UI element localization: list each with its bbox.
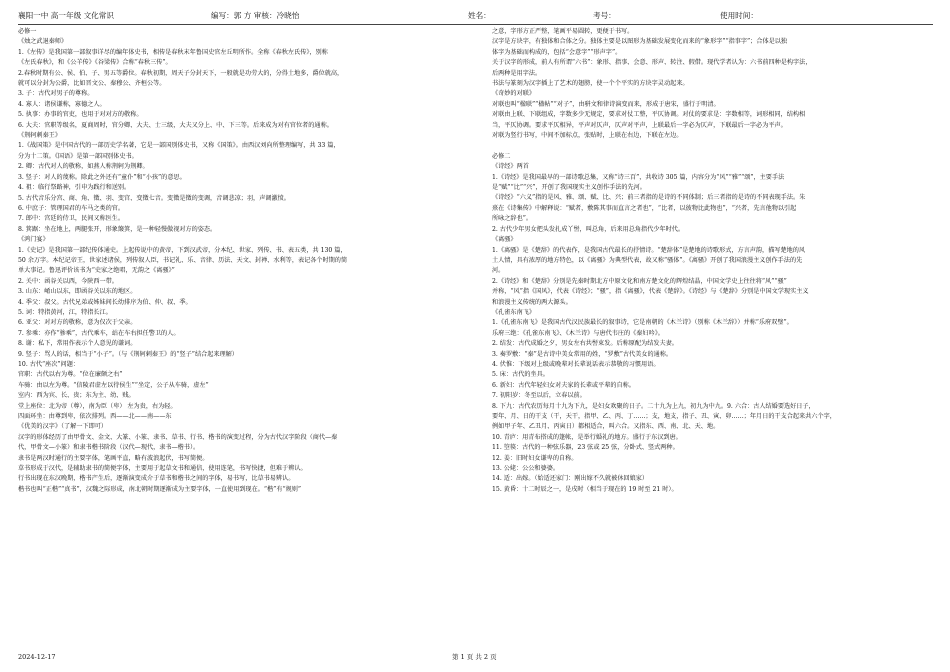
text-line: 《优美的汉字》（了解一下即可） (18, 423, 108, 431)
text-line: 体字为基础而构成的，包括“会意字”“形声字”。 (492, 48, 622, 56)
text-line: 2. 结发：古代成婚之夕，男女左右共髻束发。后称原配为结发夫妻。 (492, 340, 678, 348)
text-line: 1.《诗经》是我国最早的一部诗歌总集，又称“诗三百”，共收诗 305 篇，内容分为“风”“雅”“颂”，主要手法 (492, 173, 785, 181)
text-line: 5. 床：古代的坐具。 (492, 371, 549, 379)
text-line: 11. 箜篌：古代的一种弦乐器，23 弦或 25 弦，分卧式、竖式两种。 (492, 444, 679, 452)
text-line: 6. 大夫：官职等级名，夏商周时，官分卿、大夫、士三级，大夫又分上、中、下三等。后来成为对有官位者的通称。 (18, 121, 333, 129)
text-line: 7. 郎中：宫廷的侍卫，民间又称医生。 (18, 215, 125, 223)
text-line: 《烛之武退秦师》 (18, 38, 68, 46)
text-line: 4. 祖：临行祭路神，引申为践行和送别。 (18, 184, 131, 192)
time-label: 使用时间： (720, 11, 758, 20)
text-line: 10. 青庐：用青布搭成的篷帐，是举行婚礼的地方。盛行于东汉到唐。 (492, 433, 682, 441)
text-line: 四面环坐：由尊到卑，依次排列。西——北——南——东 (18, 413, 172, 421)
text-line: 4. 季父：叔父。古代兄弟或姊妹间长幼排序为伯、仲、叔、季。 (18, 298, 192, 306)
text-line: 《左氏春秋》，和《公羊传》《谷梁传》合称“春秋三传”。 (18, 59, 172, 67)
text-line: 8. 下九：古代农历每月十九为下九，是妇女欢聚的日子。二十九为上九，初九为中九。9. 六合：古人结婚要选好日子， (492, 402, 815, 410)
text-line: 2. 古代少年男女把头发扎成丫髻，叫总角，后来用总角指代少年时代。 (492, 225, 685, 233)
text-line: 4. 寡人：诸侯谦称，寡德之人。 (18, 100, 106, 108)
text-line: 土人情，具有浓厚的地方特色，以《离骚》为典型代表，故又称“骚体”。《离骚》开创了我国浪漫主义创作手法的先 (492, 256, 803, 264)
text-line: 7. 参乘：亦作“骖乘”，古代乘车，站在车右担任警卫的人。 (18, 329, 180, 337)
text-line: 6. 中庶子：管理国君的车马之类的官。 (18, 204, 125, 212)
text-line: 之意，字形方正严整，笔画平易圆转，更便于书写。 (492, 28, 634, 35)
text-line (492, 141, 934, 151)
text-line: 6. 新妇：古代年轻妇女对夫家的长辈或平辈的自称。 (492, 381, 635, 389)
page-number: 第 1 页 共 2 页 (452, 653, 497, 661)
text-line: 15. 黄昏：十二时辰之一，是戌时（相当于现在的 19 时至 21 时）。 (492, 485, 678, 493)
text-line: 对联由上联、下联组成，字数多少无规定，要求对仗工整，平仄协调。对仗的要求是：字数相等，词形相同，结构相 (492, 111, 806, 119)
text-line: 草书形成于汉代，是辅助隶书的简便字体，主要用于起草文书和通信，使用连笔，书写快捷，但难于辨认。 (18, 465, 307, 473)
left-column (18, 27, 460, 495)
text-line: 5. 词：特指黄河，江，特指长江。 (18, 308, 112, 316)
text-line: 9. 竖子：骂人的话，相当于“小子”。（与《荆轲刺秦王》的“竖子”结合起来理解） (18, 350, 238, 358)
text-line: 《孔雀东南飞》 (492, 308, 535, 316)
text-line: 5. 古代音乐分宫、商、角、徵、羽、变宫、变徵七音。变徵是徵的变调，音调悲凉；羽，声调激愤。 (18, 194, 290, 202)
text-line: 就可以分封为公爵，比如晋文公、秦穆公、齐桓公等。 (18, 80, 166, 88)
number-label: 考号： (593, 11, 616, 20)
text-line: 官职：古代以右为尊。“位在廉颇之右” (18, 371, 123, 379)
text-line: 室内：西为宾、长、贵；东为主、幼、贱。 (18, 392, 135, 400)
text-line: 对联为竖行书写，中间不加标点，张贴时，上联在右边，下联在左边。 (492, 132, 683, 140)
text-line: 楷书也叫“正楷”“真书”，汉魏之际形成，南北朝时期逐渐成为主要字体，一直使用到现在。“楷”有“规则” (18, 485, 302, 493)
text-line: 是“赋”“比”“兴”，开创了我国现实主义创作手法的先河。 (492, 184, 646, 192)
text-line: 《鸿门宴》 (18, 236, 49, 244)
text-line: 后两种是用字法。 (492, 69, 542, 77)
text-line: 和浪漫主义传统的两大源头。 (492, 298, 572, 306)
text-line: 所咏之辞也”。 (492, 215, 532, 223)
text-line: 2.《诗经》和《楚辞》分别是先秦时期北方中原文化和南方楚文化的辉煌结晶，中国文学史上往往将“风”“骚” (492, 277, 787, 285)
text-line: 代，甲骨文—小篆）和隶书楷书阶段（汉代—现代，隶书—楷书）。 (18, 444, 200, 452)
text-line: 7. 初阳岁：冬至以后，立春以前。 (492, 392, 586, 400)
text-line: 13. 公姥：公公和婆婆。 (492, 465, 559, 473)
text-line: 《奇妙的对联》 (492, 90, 535, 98)
name-label: 姓名： (468, 11, 491, 20)
text-line: 《离骚》 (492, 236, 517, 244)
text-line: 要年、月、日的干支（干，天干，指甲、乙、丙、丁……；支，地支，指子、丑、寅、卯……；年月日的干支合起来共六个字， (492, 413, 836, 421)
text-line: 2. 卿：古代对人的敬称，如燕人称荆轲为荆卿。 (18, 163, 149, 171)
text-line: 隶书是两汉时通行的主要字体，笔画平直，略有波浪起伏，书写简便。 (18, 454, 209, 462)
text-line: 1.《战国策》是中国古代的一部历史学名著，它是一部国别体史书，又称《国策》。由西汉刘向所整理编写，共 33 篇， (18, 142, 340, 150)
text-line: 1.《左传》是我国第一部叙事详尽的编年体史书，相传是春秋末年鲁国史官左丘明所作。全称《春秋左氏传》，别称 (18, 48, 328, 56)
text-line: 乐府三绝：《孔雀东南飞》、《木兰诗》与唐代韦庄的《秦妇吟》。 (492, 329, 664, 337)
text-line: 《诗经》“六义”指的是风、雅、颂、赋、比、兴；前三者指的是诗的不同体制；后三者指的是诗的不同表现手法。朱 (492, 194, 806, 202)
text-line: 3. 子：古代对男子的尊称。 (18, 90, 94, 98)
text-line: 5. 执事：办事的官吏，也用于对对方的敬称。 (18, 111, 143, 119)
text-line: 《诗经》两首 (492, 163, 529, 171)
text-line: 6. 亚父：对对方的敬称，意为仅次于父亲。 (18, 319, 137, 327)
text-line: 2. 关中：函谷关以西，今陕西一带。 (18, 277, 118, 285)
text-line: 必修二 (492, 152, 511, 160)
print-date: 2024-12-17 (18, 653, 56, 661)
text-line: 4. 伏惟：下级对上级或晚辈对长辈说话表示恭敬的习惯用语。 (492, 360, 660, 368)
page-header (18, 8, 933, 25)
text-line: 并称，“风”指《国风》，代表《诗经》；“骚”，指《离骚》，代表《楚辞》。《诗经》与《楚辞》分别是中国文学现实主义 (492, 288, 809, 296)
authors: 编写：郭 方 审核：冷晓怡 (211, 11, 300, 20)
text-line: 堂上座位：北为帝（尊），南为臣（卑） 左为贵，右为轻。 (18, 402, 177, 410)
text-line: 单大事记。鲁迅评价该书为“史家之绝唱，无韵之《离骚》” (18, 267, 175, 275)
text-line: 10. 古代“座次”问题： (18, 361, 79, 368)
text-line: 3. 奏罗敷：“秦”是古诗中美女常用的姓，“罗敷”古代美女的通称。 (492, 350, 673, 358)
text-line: 书法与篆刻为汉字插上了艺术的翅膀，使一个个平实的方块字灵动起来。 (492, 80, 689, 88)
text-line: 《荆轲刺秦王》 (18, 132, 61, 140)
text-line: 对联也叫“楹联”“楹帖”“对子”，由骈文和律诗演变而来，形成于唐宋，盛行于明清。 (492, 100, 720, 108)
text-line: 必修一 (18, 28, 37, 35)
text-line: 汉字的形体经历了由甲骨文、金文、大篆、小篆、隶书、草书、行书、楷书的演变过程，分为古代汉字阶段（商代—秦 (18, 433, 338, 441)
text-line: 50 余万字。本纪记帝王，世家述诸侯，列传叙人臣，书记礼、乐、音律、历法、天文、封禅、水利等，表记各个时期的简 (18, 256, 348, 264)
text-line: 8. 箕踞：坐在地上，两腿张开，形象簸箕，是一种轻慢傲视对方的姿态。 (18, 225, 217, 233)
text-line: 1.《孔雀东南飞》是我国古代汉民族最长的叙事诗，它是南朝的《木兰诗》（别称《木兰辞》）并称“乐府双璧”。 (492, 319, 793, 327)
text-line: 分为十二策。《国语》是第一部国别体史书。 (18, 152, 138, 160)
school-info: 襄阳一中 高一年级 文化常识 (18, 11, 114, 20)
text-line: 1.《史记》是我国第一部纪传体通史。上起传说中的黄帝，下到汉武帝，分本纪、世家、列传、书、表五类，共 130 篇， (18, 246, 347, 254)
text-line: 3. 竖子：对人的蔑称。除此之外还有“童仆”和“小孩”的意思。 (18, 173, 186, 181)
text-line: 8. 谢：私下，常用作表示个人意见的谦词。 (18, 340, 137, 348)
text-line: 12. 姜：旧时妇女谦卑的自称。 (492, 454, 578, 462)
text-line: 关于汉字的形成，前人有所谓“六书”：象形、指事、会意、形声、转注、假借。现代学者认为：六书前四种是构字法， (492, 59, 812, 67)
text-line: 熹在《诗集传》中解释说：“赋者，敷陈其事而直言之者也”，“比者，以彼物比此物也”，“兴者，先言他物以引起 (492, 204, 797, 212)
text-line: 例如甲子年、乙丑月、丙寅日）都相适合，叫六合。又指东、西、南、北、天、地。 (492, 423, 720, 431)
text-line: 河。 (492, 267, 505, 275)
text-line: 3. 山东：崤山以东，即函谷关以东的地区。 (18, 288, 137, 296)
text-line: 当，平仄协调。要求平仄相异，平声对仄声，仄声对平声，上联最后一字必为仄声，下联最后一字必为平声。 (492, 121, 787, 129)
text-line: 行书出现在东汉晚期，楷书产生后，逐渐演变成介于草书和楷书之间的字体，易书写，比草书易辨认。 (18, 475, 295, 483)
text-line: 车骑：由以左为尊。“信陵君虚左以待侯生”“坐定，公子从车骑，虚左” (18, 381, 209, 389)
text-line: 2.春秋时期有公、侯、伯、子、男五等爵位。春秋初期，周天子分封天下，一般就是功劳大的，分得土地多，爵位就高， (18, 69, 344, 77)
right-column (492, 27, 934, 495)
text-line: 14. 适：出嫁。（始适还家门：刚出嫁不久就被休回娘家） (492, 475, 649, 483)
text-line: 1.《离骚》是《楚辞》的代表作，是我国古代最长的抒情诗。“楚辞体”是楚地的诗歌形式，方言声韵，描写楚地的风 (492, 246, 806, 254)
text-line: 汉字是方块字，有独体和合体之分。独体主要是以图形为基础发展变化而来的“象形字”“指事字”；合体是以独 (492, 38, 788, 46)
